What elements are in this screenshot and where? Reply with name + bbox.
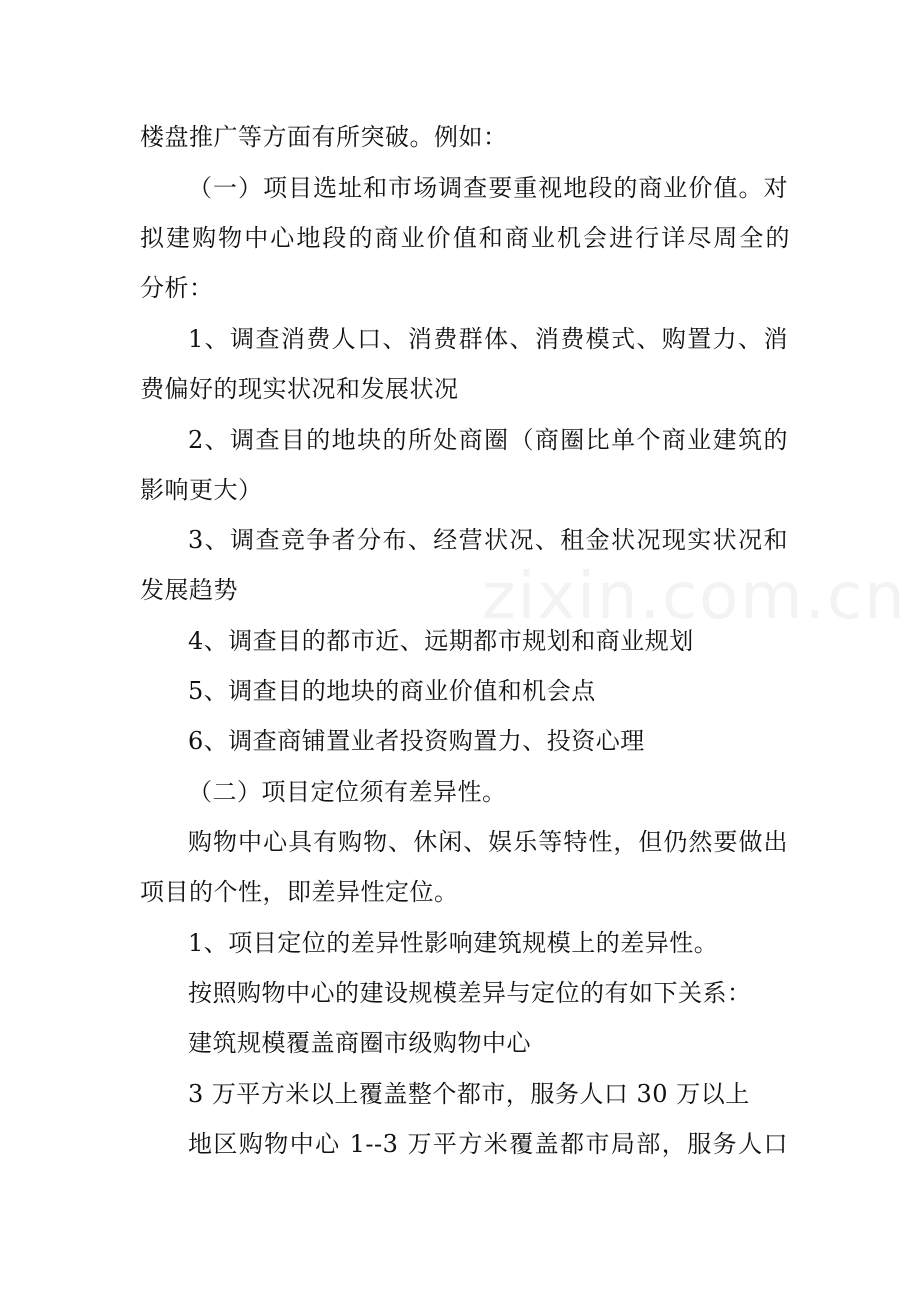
list-item: 6、调查商铺置业者投资购置力、投资心理 (188, 727, 645, 755)
text-line: 按照购物中心的建设规模差异与定位的有如下关系： (188, 979, 752, 1007)
list-item-continuation: 发展趋势 (140, 576, 238, 604)
list-item: 1、调查消费人口、消费群体、消费模式、购置力、消 (188, 325, 788, 353)
text-line: 3 万平方米以上覆盖整个都市，服务人口 30 万以上 (188, 1080, 750, 1108)
text-line: 拟建购物中心地段的商业价值和商业机会进行详尽周全的 (140, 224, 790, 252)
list-item: 1、项目定位的差异性影响建筑规模上的差异性。 (188, 929, 719, 957)
list-item: 3、调查竞争者分布、经营状况、租金状况现实状况和 (188, 526, 788, 554)
text-line: 建筑规模覆盖商圈市级购物中心 (188, 1029, 531, 1057)
list-item: 2、调查目的地块的所处商圈（商圈比单个商业建筑的 (188, 426, 788, 454)
text-line: 项目的个性，即差异性定位。 (140, 878, 459, 906)
list-item: 5、调查目的地块的商业价值和机会点 (188, 677, 596, 705)
text-line: 购物中心具有购物、休闲、娱乐等特性，但仍然要做出 (188, 828, 788, 856)
list-item-continuation: 影响更大） (140, 476, 263, 504)
list-item: 4、调查目的都市近、远期都市规划和商业规划 (188, 627, 694, 655)
list-item-continuation: 费偏好的现实状况和发展状况 (140, 375, 459, 403)
watermark: zixin.com.cn (482, 560, 907, 634)
text-line: 地区购物中心 1--3 万平方米覆盖都市局部，服务人口 (188, 1130, 788, 1158)
section-heading: （二）项目定位须有差异性。 (188, 778, 507, 806)
text-line: 分析： (140, 274, 214, 302)
section-heading: （一）项目选址和市场调查要重视地段的商业价值。对 (188, 174, 788, 202)
text-line: 楼盘推广等方面有所突破。例如： (140, 123, 508, 151)
